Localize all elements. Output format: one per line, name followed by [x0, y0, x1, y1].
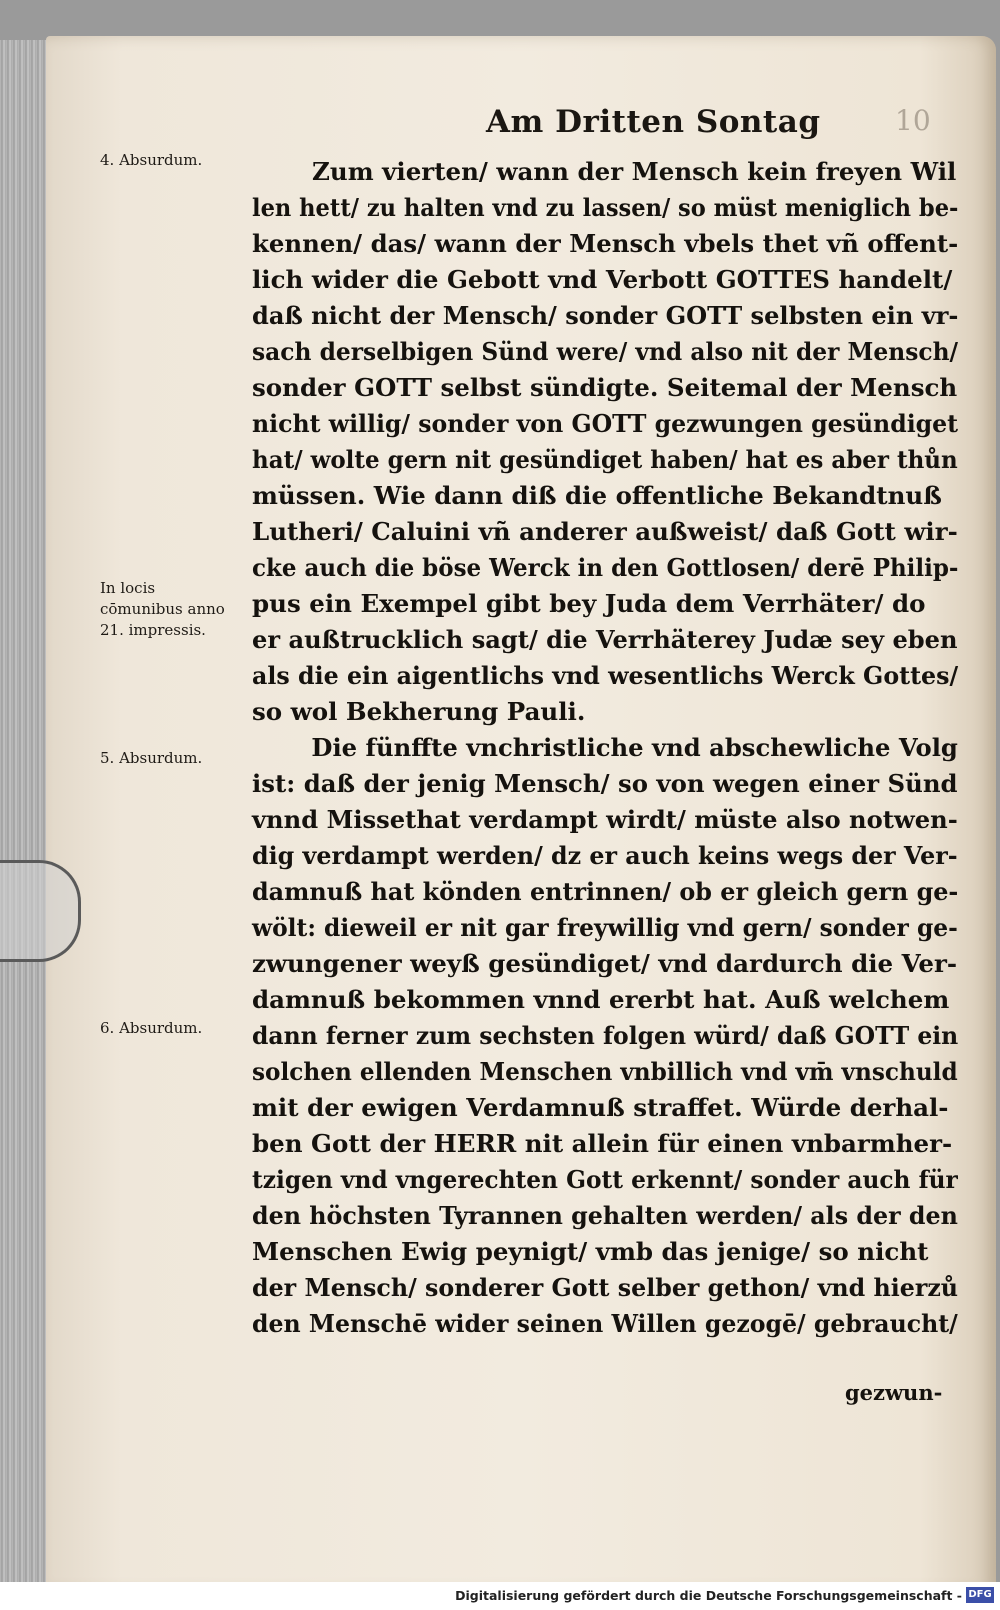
text-line: pus ein Exempel gibt bey Juda dem Verrhäter/ do	[252, 589, 926, 618]
text-line: sach derselbigen Sünd were/ vnd also nit der Mensch/	[252, 337, 959, 366]
text-line: Menschen Ewig peynigt/ vmb das jenige/ so nicht	[252, 1237, 929, 1266]
margin-note-4-absurdum: 4. Absurdum.	[100, 151, 203, 169]
digitization-footer	[0, 1582, 1000, 1610]
text-line: daß nicht der Mensch/ sonder GOTT selbsten ein vr-	[252, 301, 959, 330]
text-line: solchen ellenden Menschen vnbillich vnd vm̄ vnschuld	[252, 1057, 958, 1086]
body-text	[252, 154, 958, 1342]
text-line: als die ein aigentlichs vnd wesentlichs Werck Gottes/	[252, 661, 959, 690]
footer-credit: Digitalisierung gefördert durch die Deutsche Forschungsgemeinschaft -	[455, 1588, 962, 1603]
text-line: Die fünffte vnchristliche vnd abschewliche Volg	[311, 733, 958, 762]
text-line: len hett/ zu halten vnd zu lassen/ so müst meniglich be-	[252, 193, 959, 222]
text-line: der Mensch/ sonderer Gott selber gethon/ vnd hierzů	[252, 1273, 959, 1302]
text-line: ist: daß der jenig Mensch/ so von wegen einer Sünd	[252, 769, 958, 798]
text-line: cke auch die böse Werck in den Gottlosen/ derē Philip-	[252, 553, 959, 582]
text-line: nicht willig/ sonder von GOTT gezwungen gesündiget	[252, 409, 959, 438]
text-line: so wol Bekherung Pauli.	[252, 697, 586, 726]
dfg-logo-icon: DFG	[966, 1587, 994, 1603]
text-line: hat/ wolte gern nit gesündiget haben/ hat es aber thůn	[252, 445, 958, 474]
catchword: gezwun-	[845, 1380, 943, 1405]
text-line: damnuß hat könden entrinnen/ ob er gleich gern ge-	[252, 877, 959, 906]
text-line: ben Gott der HERR nit allein für einen vnbarmher-	[252, 1129, 953, 1158]
text-line: dann ferner zum sechsten folgen würd/ daß GOTT ein	[252, 1021, 959, 1050]
margin-note-5-absurdum: 5. Absurdum.	[100, 749, 203, 767]
folio-number: 10	[895, 104, 931, 137]
text-line: kennen/ das/ wann der Mensch vbels thet vñ offent-	[252, 229, 959, 258]
text-line: lich wider die Gebott vnd Verbott GOTTES handelt/	[252, 265, 953, 294]
text-line: den Menschē wider seinen Willen gezogē/ gebraucht/	[252, 1309, 958, 1338]
running-title: Am Dritten Sontag	[486, 104, 821, 140]
text-line: den höchsten Tyrannen gehalten werden/ als der den	[252, 1201, 958, 1230]
page-clip	[0, 860, 81, 962]
text-line: mit der ewigen Verdamnuß straffet. Würde derhal-	[252, 1093, 949, 1122]
text-line: vnnd Missethat verdampt wirdt/ müste also notwen-	[252, 805, 958, 834]
page-stack-edge	[0, 40, 48, 1590]
text-line: damnuß bekommen vnnd ererbt hat. Auß welchem	[252, 985, 950, 1014]
text-line: er außtrucklich sagt/ die Verrhäterey Judæ sey eben	[252, 625, 958, 654]
text-line: Lutheri/ Caluini vñ anderer außweist/ daß Gott wir-	[252, 517, 958, 546]
text-line: zwungener weyß gesündiget/ vnd dardurch die Ver-	[252, 949, 958, 978]
text-line: wölt: dieweil er nit gar freywillig vnd gern/ sonder ge-	[252, 913, 958, 942]
text-line: dig verdampt werden/ dz er auch keins wegs der Ver-	[252, 841, 958, 870]
text-line: müssen. Wie dann diß die offentliche Bekandtnuß	[252, 481, 942, 510]
margin-note-loci-communes: In locis cōmunibus anno 21. impressis.	[100, 579, 225, 639]
margin-note-6-absurdum: 6. Absurdum.	[100, 1019, 203, 1037]
text-line: tzigen vnd vngerechten Gott erkennt/ sonder auch für	[252, 1165, 958, 1194]
text-line: sonder GOTT selbst sündigte. Seitemal der Mensch	[252, 373, 958, 402]
text-line: Zum vierten/ wann der Mensch kein freyen Wil	[312, 157, 957, 186]
